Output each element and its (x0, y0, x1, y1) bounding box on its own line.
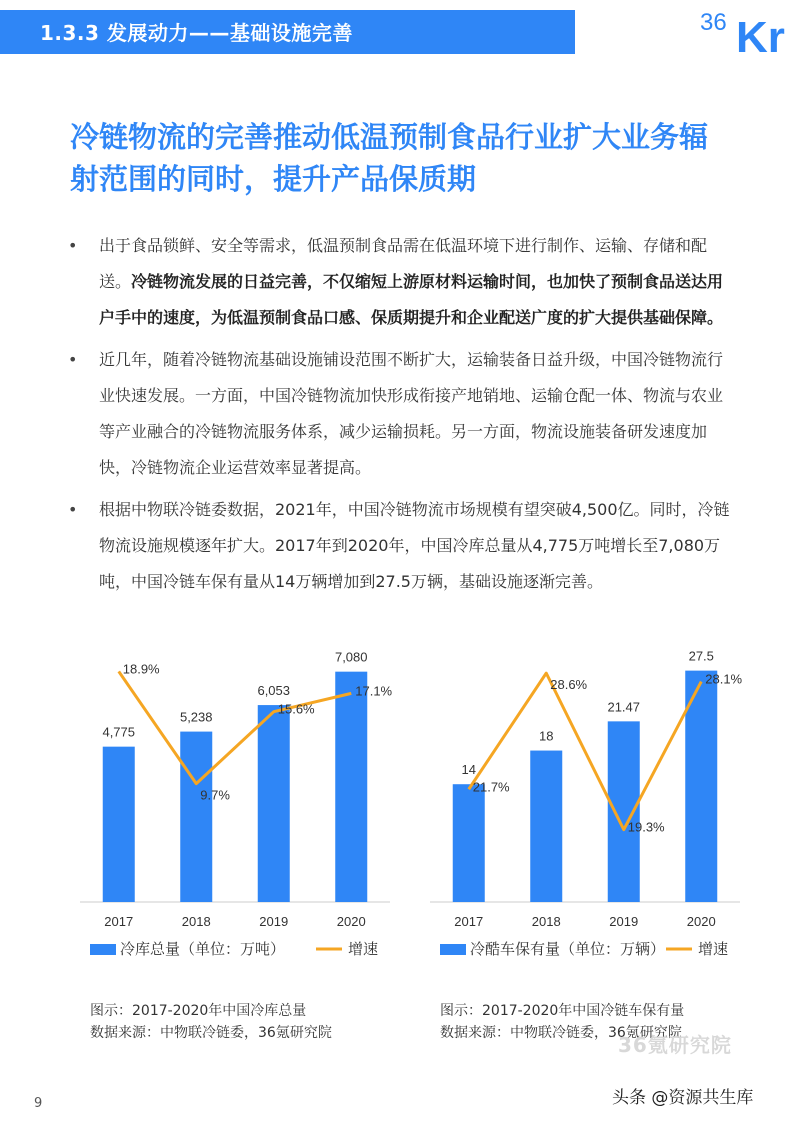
line-value-label: 28.6% (550, 677, 588, 693)
bar (103, 747, 135, 902)
svg-text:Kr: Kr (736, 13, 785, 54)
section-title: 1.3.3 发展动力——基础设施完善 (40, 21, 353, 45)
bar-value-label: 27.5 (688, 650, 714, 664)
bar-value-label: 7,080 (334, 650, 368, 665)
bullet-marker: • (68, 236, 78, 255)
bullet-text: 出于食品锁鲜、安全等需求，低温预制食品需在低温环境下进行制作、运输、存储和配送。冷链物流发展的日益完善，不仅缩短上游原材料运输时间，也加快了预制食品送达用户手中的速度，为低温预制食品口感、保质期提升和企业配送广度的扩大提供基础保障。 (99, 236, 724, 327)
svg-text:36: 36 (700, 9, 727, 36)
legend-line-label: 增速 (348, 941, 379, 958)
bullet-marker: • (68, 500, 78, 519)
bar-value-label: 4,775 (102, 724, 136, 740)
cold-storage-chart (70, 650, 400, 980)
legend-bar-swatch (90, 944, 116, 955)
x-tick-label: 2017 (454, 914, 484, 929)
line-value-label: 21.7% (472, 779, 510, 795)
bar (530, 751, 562, 902)
caption-title: 图示：2017-2020年中国冷链车保有量 (440, 1003, 685, 1019)
caption-source: 数据来源：中物联冷链委，36氪研究院 (90, 1025, 332, 1041)
footer-source: 头条 @资源共生库 (612, 1088, 754, 1108)
line-value-label: 19.3% (627, 819, 665, 835)
page-number: 9 (34, 1096, 43, 1111)
bar-value-label: 14 (461, 762, 476, 778)
bullet-list (68, 228, 738, 606)
bar-value-label: 21.47 (607, 699, 641, 715)
x-tick-label: 2018 (531, 914, 561, 929)
36kr-logo (694, 4, 794, 54)
bullet-text: 根据中物联冷链委数据，2021年，中国冷链物流市场规模有望突破4,500亿。同时，冷链物流设施规模逐年扩大。2017年到2020年，中国冷库总量从4,775万吨增长至7,080万吨，中国冷链车保有量从14万辆增加到27.5万辆，基础设施逐渐完善。 (99, 500, 730, 591)
line-value-label: 28.1% (705, 671, 743, 687)
bullet-item (68, 492, 738, 600)
bullet-item (68, 342, 738, 486)
bar-value-label: 6,053 (257, 683, 291, 699)
x-tick-label: 2019 (609, 914, 639, 929)
bar-value-label: 5,238 (179, 709, 213, 725)
bar (608, 721, 640, 902)
watermark: 36氪研究院 (618, 1033, 732, 1057)
bar-value-label: 18 (539, 728, 554, 744)
line-value-label: 9.7% (200, 787, 230, 803)
line-value-label: 17.1% (355, 683, 393, 699)
x-tick-label: 2020 (336, 914, 366, 929)
line-value-label: 15.6% (277, 701, 315, 717)
x-tick-label: 2017 (104, 914, 134, 929)
caption-source: 数据来源：中物联冷链委，36氪研究院 (440, 1025, 682, 1041)
legend-line-label: 增速 (698, 941, 729, 958)
bar (453, 784, 485, 902)
caption-title: 图示：2017-2020年中国冷库总量 (90, 1003, 307, 1019)
bar (258, 705, 290, 902)
line-value-label: 18.9% (122, 661, 160, 677)
chart-caption-left (90, 1000, 332, 1044)
bar (180, 732, 212, 902)
bullet-marker: • (68, 350, 78, 369)
headline: 冷链物流的完善推动低温预制食品行业扩大业务辐射范围的同时，提升产品保质期 (70, 120, 709, 196)
bullet-item (68, 228, 738, 336)
growth-line (119, 671, 352, 783)
growth-line (469, 673, 702, 829)
cold-chain-vehicle-chart (420, 650, 750, 980)
legend-bar-label: 冷库总量（单位：万吨） (120, 941, 286, 958)
legend-bar-swatch (440, 944, 466, 955)
legend-bar-label: 冷酷车保有量（单位：万辆） (470, 941, 666, 958)
bar (335, 672, 367, 902)
x-tick-label: 2019 (259, 914, 289, 929)
x-tick-label: 2018 (181, 914, 211, 929)
bullet-text: 近几年，随着冷链物流基础设施铺设范围不断扩大，运输装备日益升级，中国冷链物流行业快速发展。一方面，中国冷链物流加快形成衔接产地销地、运输仓配一体、物流与农业等产业融合的冷链物流服务体系，减少运输损耗。另一方面，物流设施装备研发速度加快，冷链物流企业运营效率显著提高。 (99, 350, 724, 477)
x-tick-label: 2020 (686, 914, 716, 929)
